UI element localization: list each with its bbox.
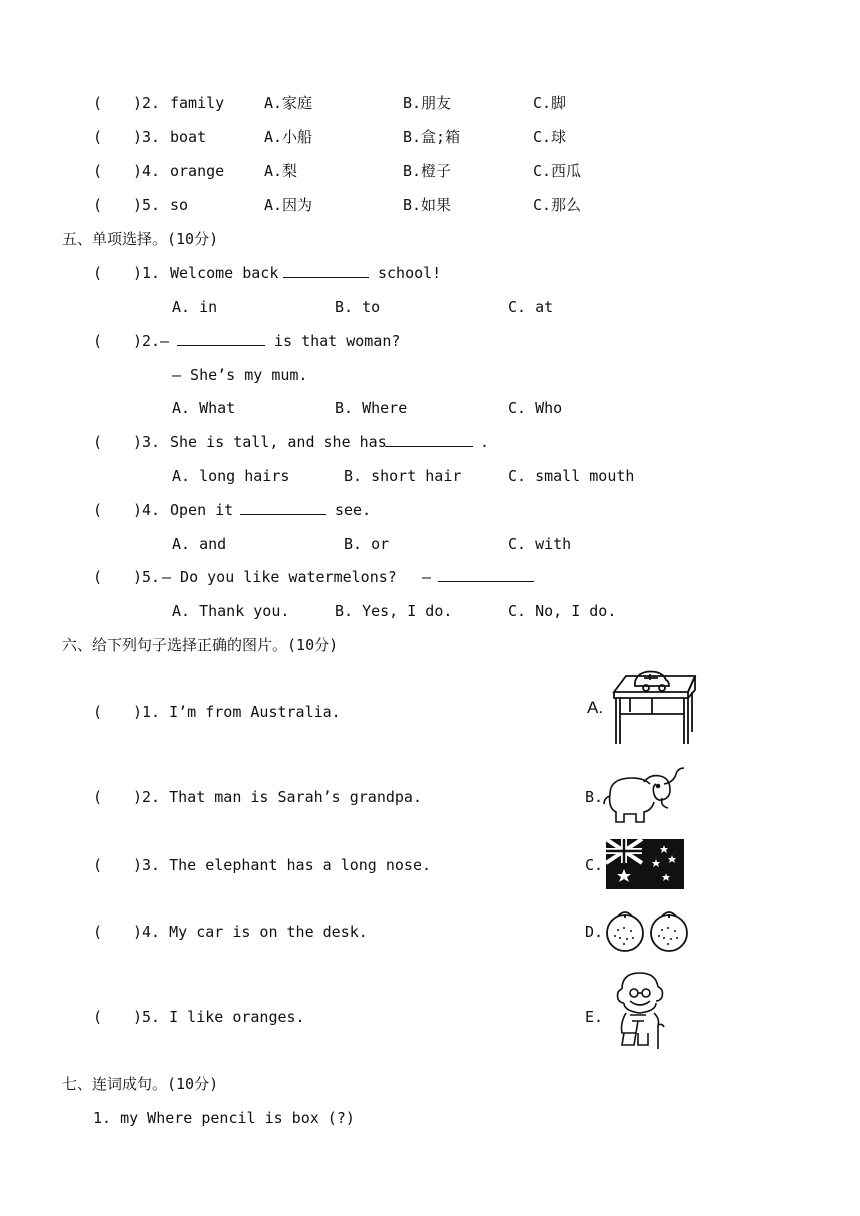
picture-label: C. (585, 856, 604, 874)
option-c[interactable]: C.那么 (533, 196, 582, 214)
picture-label: A. (587, 698, 604, 717)
option-c[interactable]: C.脚 (533, 94, 567, 112)
elephant-icon[interactable] (600, 764, 686, 826)
option-a[interactable]: A. What (172, 399, 236, 417)
question-text: school! (378, 264, 442, 282)
fill-blank[interactable] (283, 263, 369, 278)
option-a[interactable]: A. and (172, 535, 227, 553)
option-a[interactable]: A. Thank you. (172, 602, 290, 620)
question-text: 1. my Where pencil is box (?) (93, 1109, 355, 1127)
option-c[interactable]: C.西瓜 (533, 162, 582, 180)
question-text: see. (335, 501, 372, 519)
option-b[interactable]: B.如果 (403, 196, 452, 214)
sentence: )4. My car is on the desk. (133, 923, 368, 941)
option-a[interactable]: A.梨 (264, 162, 298, 180)
option-b[interactable]: B.朋友 (403, 94, 452, 112)
question-number: )3. (133, 128, 161, 146)
picture-label: D. (585, 923, 604, 941)
question-number: )2.— (133, 332, 170, 350)
sentence: )2. That man is Sarah’s grandpa. (133, 788, 422, 806)
sentence: )3. The elephant has a long nose. (133, 856, 432, 874)
australian-flag-icon[interactable] (606, 839, 684, 889)
question-text: is that woman? (274, 332, 401, 350)
question-number: )1. (133, 264, 161, 282)
answer-paren[interactable]: ( (93, 264, 103, 282)
section-heading: 七、连词成句。(10分) (62, 1075, 219, 1093)
answer-paren[interactable]: ( (93, 788, 103, 806)
option-a[interactable]: A.因为 (264, 196, 313, 214)
question-number: )3. (133, 433, 161, 451)
answer-paren[interactable]: ( (93, 433, 103, 451)
vocab-word: so (170, 196, 189, 214)
question-number: )5. (133, 568, 161, 586)
answer-paren[interactable]: ( (93, 196, 103, 214)
answer-paren[interactable]: ( (93, 923, 103, 941)
two-oranges-icon[interactable] (604, 908, 692, 954)
answer-paren[interactable]: ( (93, 856, 103, 874)
option-c[interactable]: C. at (508, 298, 554, 316)
question-text: Welcome back (170, 264, 279, 282)
answer-paren[interactable]: ( (93, 162, 103, 180)
option-c[interactable]: C. Who (508, 399, 563, 417)
fill-blank[interactable] (438, 567, 534, 582)
answer-dash: — (422, 568, 432, 586)
question-number: )4. (133, 501, 161, 519)
answer-paren[interactable]: ( (93, 128, 103, 146)
picture-label: B. (585, 788, 604, 806)
sentence: )1. I’m from Australia. (133, 703, 341, 721)
answer-paren[interactable]: ( (93, 568, 103, 586)
option-b[interactable]: B.橙子 (403, 162, 452, 180)
question-text: Open it (170, 501, 234, 519)
option-c[interactable]: C. small mouth (508, 467, 635, 485)
question-text: . (480, 433, 490, 451)
section-heading: 五、单项选择。(10分) (62, 230, 219, 248)
fill-blank[interactable] (177, 331, 265, 346)
option-b[interactable]: B. Yes, I do. (335, 602, 453, 620)
option-c[interactable]: C.球 (533, 128, 567, 146)
fill-blank[interactable] (240, 500, 326, 515)
option-c[interactable]: C. No, I do. (508, 602, 617, 620)
sentence: )5. I like oranges. (133, 1008, 305, 1026)
option-b[interactable]: B. or (344, 535, 390, 553)
vocab-word: boat (170, 128, 207, 146)
vocab-word: family (170, 94, 225, 112)
picture-label: E. (585, 1008, 604, 1026)
option-b[interactable]: B. Where (335, 399, 408, 417)
answer-paren[interactable]: ( (93, 94, 103, 112)
answer-paren[interactable]: ( (93, 703, 103, 721)
option-b[interactable]: B.盒;箱 (403, 128, 461, 146)
question-number: )4. (133, 162, 161, 180)
question-text: She is tall, and she has (170, 433, 387, 451)
answer-paren[interactable]: ( (93, 501, 103, 519)
table-with-toy-car-icon[interactable] (608, 668, 698, 748)
answer-paren[interactable]: ( (93, 1008, 103, 1026)
option-b[interactable]: B. to (335, 298, 381, 316)
option-a[interactable]: A. in (172, 298, 218, 316)
vocab-word: orange (170, 162, 225, 180)
answer-paren[interactable]: ( (93, 332, 103, 350)
question-number: )5. (133, 196, 161, 214)
option-a[interactable]: A.小船 (264, 128, 313, 146)
question-number: )2. (133, 94, 161, 112)
fill-blank[interactable] (385, 432, 473, 447)
option-b[interactable]: B. short hair (344, 467, 462, 485)
section-heading: 六、给下列句子选择正确的图片。(10分) (62, 636, 339, 654)
answer-line: — She’s my mum. (172, 366, 308, 384)
grandpa-with-cane-icon[interactable] (608, 969, 672, 1051)
option-c[interactable]: C. with (508, 535, 572, 553)
option-a[interactable]: A.家庭 (264, 94, 313, 112)
option-a[interactable]: A. long hairs (172, 467, 290, 485)
question-text: — Do you like watermelons? (162, 568, 397, 586)
